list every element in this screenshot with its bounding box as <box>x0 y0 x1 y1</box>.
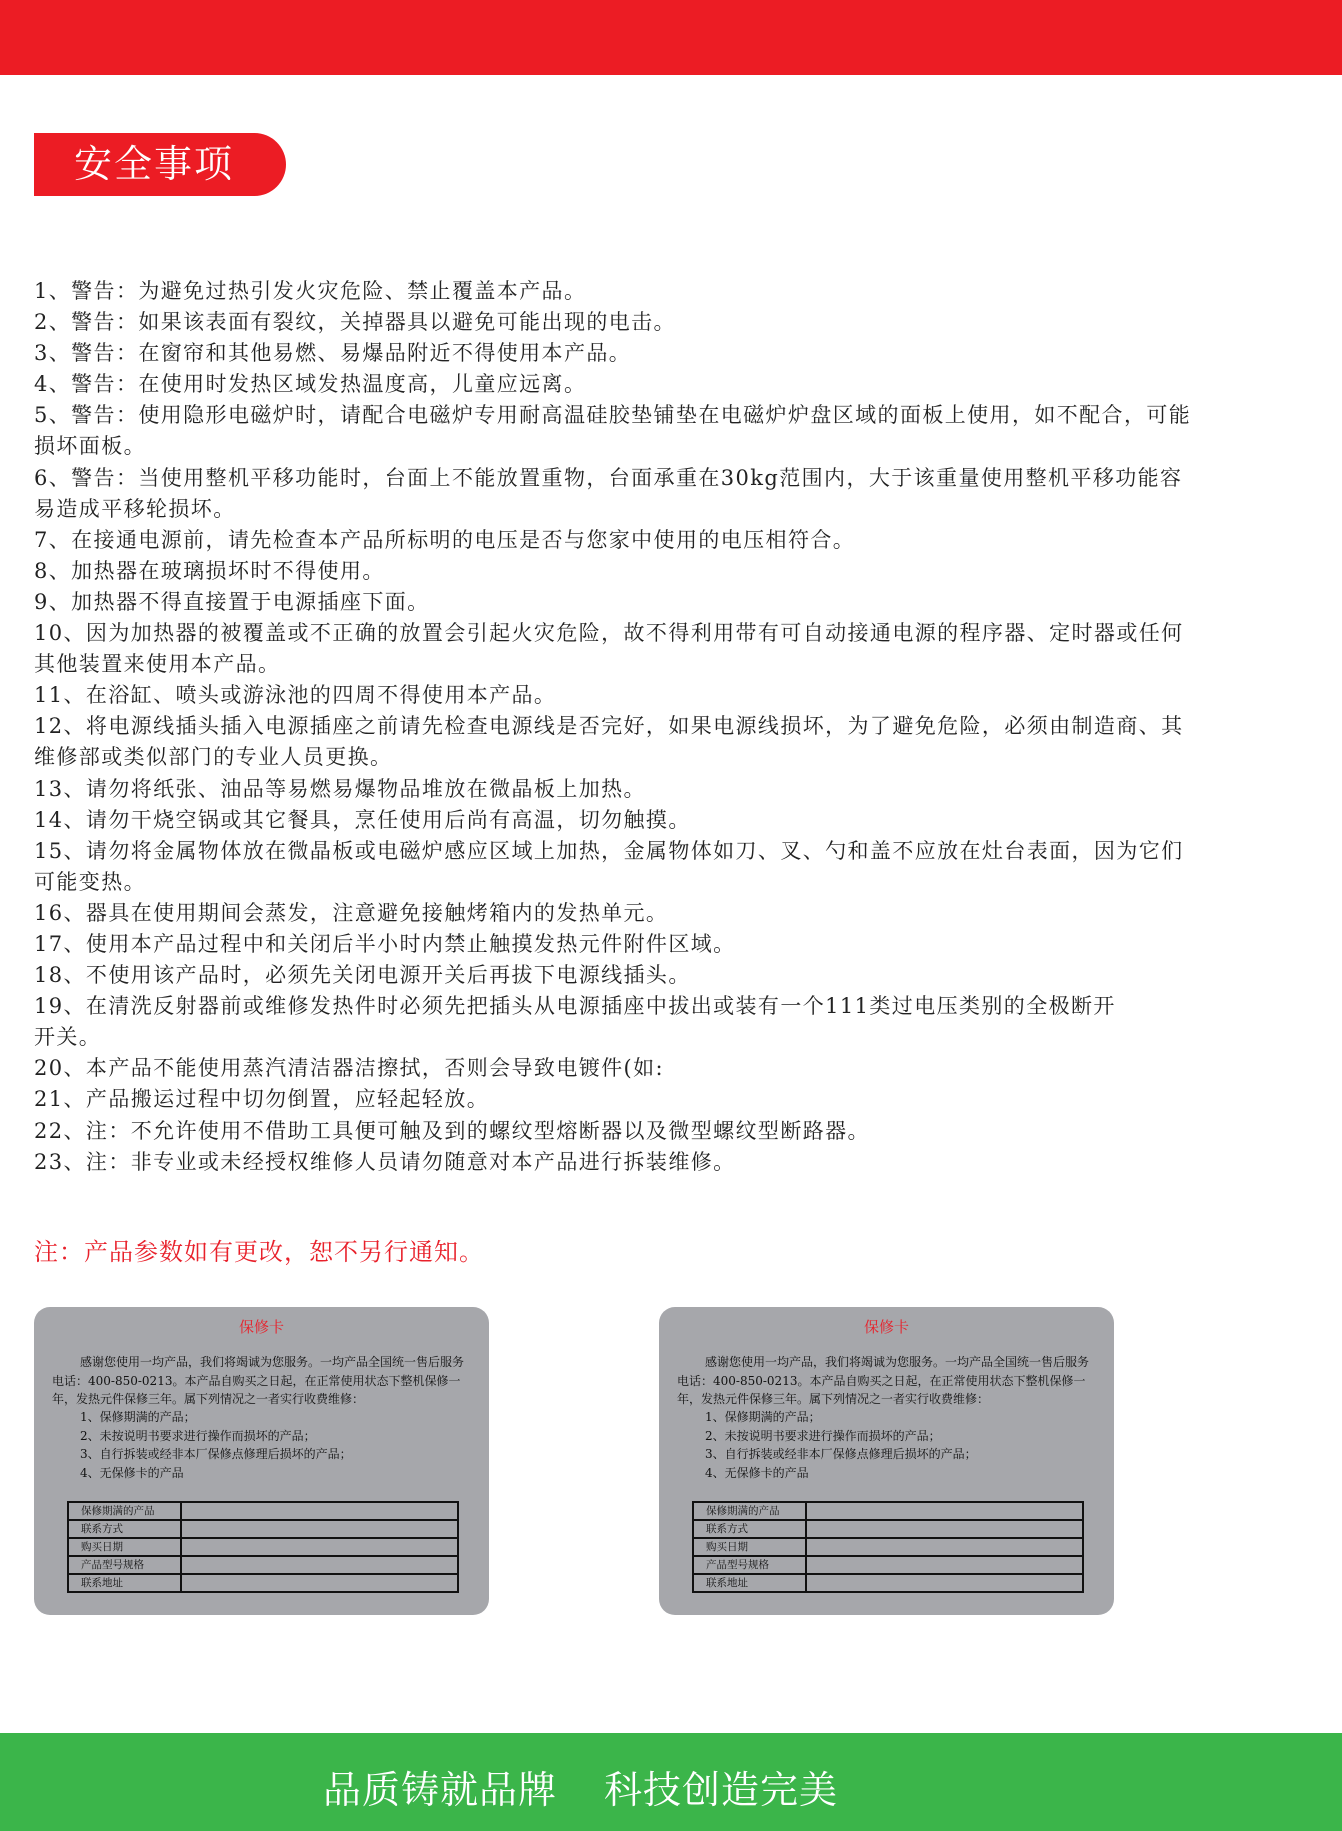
rule-item: 23、注：非专业或未经授权维修人员请勿随意对本产品进行拆装维修。 <box>34 1149 736 1174</box>
table-row <box>693 1502 1083 1520</box>
field-blank <box>181 1520 458 1538</box>
field-blank <box>806 1574 1083 1592</box>
table-row <box>68 1502 458 1520</box>
footer-slogan-quality: 品质铸就品牌 <box>323 1768 558 1812</box>
warranty-condition: 1、保修期满的产品； <box>705 1410 821 1424</box>
field-label: 保修期满的产品 <box>693 1502 806 1520</box>
rule-item: 1、警告：为避免过热引发火灾危险、禁止覆盖本产品。 <box>34 279 587 303</box>
table-row <box>68 1520 458 1538</box>
warranty-condition: 1、保修期满的产品； <box>80 1410 196 1424</box>
field-label: 联系方式 <box>693 1520 806 1538</box>
warranty-card-intro: 感谢您使用一均产品，我们将竭诚为您服务。一均产品全国统一售后服务电话：400-850-0213。本产品自购买之日起，在正常使用状态下整机保修一年，发热元件保修三年。属下列情况之一者实行收费维修： <box>52 1355 465 1406</box>
warranty-condition: 2、未按说明书要求进行操作而损坏的产品； <box>80 1428 316 1443</box>
warranty-card-conditions <box>80 1408 352 1482</box>
field-blank <box>806 1502 1083 1520</box>
field-label: 购买日期 <box>68 1538 181 1556</box>
table-row <box>693 1556 1083 1574</box>
rule-item: 14、请勿干烧空锅或其它餐具，烹任使用后尚有高温，切勿触摸。 <box>34 807 691 832</box>
table-row <box>693 1574 1083 1592</box>
table-row <box>693 1538 1083 1556</box>
rule-item: 12、将电源线插头插入电源插座之前请先检查电源线是否完好，如果电源线损坏，为了避免危险，必须由制造商、其维修部或类似部门的专业人员更换。 <box>34 714 1184 770</box>
rule-item: 22、注：不允许使用不借助工具便可触及到的螺纹型熔断器以及微型螺纹型断路器。 <box>34 1118 870 1143</box>
rule-item: 11、在浴缸、喷头或游泳池的四周不得使用本产品。 <box>34 683 557 708</box>
field-label: 联系地址 <box>693 1574 806 1592</box>
warranty-card-form <box>692 1501 1084 1593</box>
rule-item: 5、警告：使用隐形电磁炉时，请配合电磁炉专用耐高温硅胶垫铺垫在电磁炉炉盘区域的面板上使用，如不配合，可能损坏面板。 <box>34 403 1192 459</box>
rule-item: 8、加热器在玻璃损坏时不得使用。 <box>34 558 385 583</box>
field-blank <box>181 1502 458 1520</box>
rule-item: 3、警告：在窗帘和其他易燃、易爆品附近不得使用本产品。 <box>34 341 632 366</box>
warranty-condition: 4、无保修卡的产品 <box>705 1465 809 1480</box>
warranty-card <box>34 1307 489 1615</box>
table-row <box>68 1556 458 1574</box>
rule-item: 9、加热器不得直接置于电源插座下面。 <box>34 589 430 614</box>
field-label: 联系地址 <box>68 1574 181 1592</box>
warranty-card <box>659 1307 1114 1615</box>
warranty-card-form <box>67 1501 459 1593</box>
rule-item: 开关。 <box>34 1025 102 1050</box>
field-label: 购买日期 <box>693 1538 806 1556</box>
warranty-condition: 4、无保修卡的产品 <box>80 1465 184 1480</box>
field-blank <box>806 1520 1083 1538</box>
field-label: 保修期满的产品 <box>68 1502 181 1520</box>
field-blank <box>806 1556 1083 1574</box>
field-blank <box>181 1574 458 1592</box>
warranty-condition: 3、自行拆装或经非本厂保修点修理后损坏的产品； <box>80 1447 352 1461</box>
rule-item: 10、因为加热器的被覆盖或不正确的放置会引起火灾危险，故不得利用带有可自动接通电源的程序器、定时器或任何其他装置来使用本产品。 <box>34 621 1184 677</box>
warranty-condition: 3、自行拆装或经非本厂保修点修理后损坏的产品； <box>705 1447 977 1461</box>
table-row <box>693 1520 1083 1538</box>
field-blank <box>181 1556 458 1574</box>
rule-item: 2、警告：如果该表面有裂纹，关掉器具以避免可能出现的电击。 <box>34 310 676 335</box>
warranty-card-intro: 感谢您使用一均产品，我们将竭诚为您服务。一均产品全国统一售后服务电话：400-850-0213。本产品自购买之日起，在正常使用状态下整机保修一年，发热元件保修三年。属下列情况之一者实行收费维修： <box>677 1355 1090 1406</box>
rule-item: 13、请勿将纸张、油品等易燃易爆物品堆放在微晶板上加热。 <box>34 776 646 801</box>
field-label: 产品型号规格 <box>693 1556 806 1574</box>
change-notice: 注：产品参数如有更改，恕不另行通知。 <box>34 1238 484 1266</box>
field-label: 产品型号规格 <box>68 1556 181 1574</box>
top-red-bar <box>0 0 1342 75</box>
rule-item: 4、警告：在使用时发热区域发热温度高，儿童应远离。 <box>34 372 587 397</box>
section-title: 安全事项 <box>34 133 286 196</box>
warranty-card-title: 保修卡 <box>238 1318 284 1336</box>
table-row <box>68 1574 458 1592</box>
warranty-card-conditions <box>705 1408 977 1482</box>
rule-item: 20、本产品不能使用蒸汽清洁器洁擦拭，否则会导致电镀件(如: <box>34 1056 664 1081</box>
footer-green-bar <box>0 1733 1342 1831</box>
rule-item: 17、使用本产品过程中和关闭后半小时内禁止触摸发热元件附件区域。 <box>34 931 736 956</box>
footer-slogan-technology: 科技创造完美 <box>604 1768 839 1812</box>
warranty-card-title: 保修卡 <box>863 1318 909 1336</box>
rule-item: 6、警告：当使用整机平移功能时，台面上不能放置重物，台面承重在30kg范围内，大于该重量使用整机平移功能容易造成平移轮损坏。 <box>34 465 1183 521</box>
table-row <box>68 1538 458 1556</box>
safety-rules-list <box>34 276 1204 1178</box>
rule-item: 16、器具在使用期间会蒸发，注意避免接触烤箱内的发热单元。 <box>34 900 669 925</box>
rule-item: 21、产品搬运过程中切勿倒置，应轻起轻放。 <box>34 1087 490 1112</box>
rule-item: 15、请勿将金属物体放在微晶板或电磁炉感应区域上加热，金属物体如刀、叉、勺和盖不应放在灶台表面，因为它们可能变热。 <box>34 838 1184 894</box>
rule-item: 19、在清洗反射器前或维修发热件时必须先把插头从电源插座中拔出或装有一个111类过电压类别的全极断开 <box>34 994 1116 1019</box>
field-blank <box>181 1538 458 1556</box>
field-blank <box>806 1538 1083 1556</box>
field-label: 联系方式 <box>68 1520 181 1538</box>
warranty-condition: 2、未按说明书要求进行操作而损坏的产品； <box>705 1428 941 1443</box>
rule-item: 7、在接通电源前，请先检查本产品所标明的电压是否与您家中使用的电压相符合。 <box>34 527 856 552</box>
rule-item: 18、不使用该产品时，必须先关闭电源开关后再拔下电源线插头。 <box>34 963 691 988</box>
